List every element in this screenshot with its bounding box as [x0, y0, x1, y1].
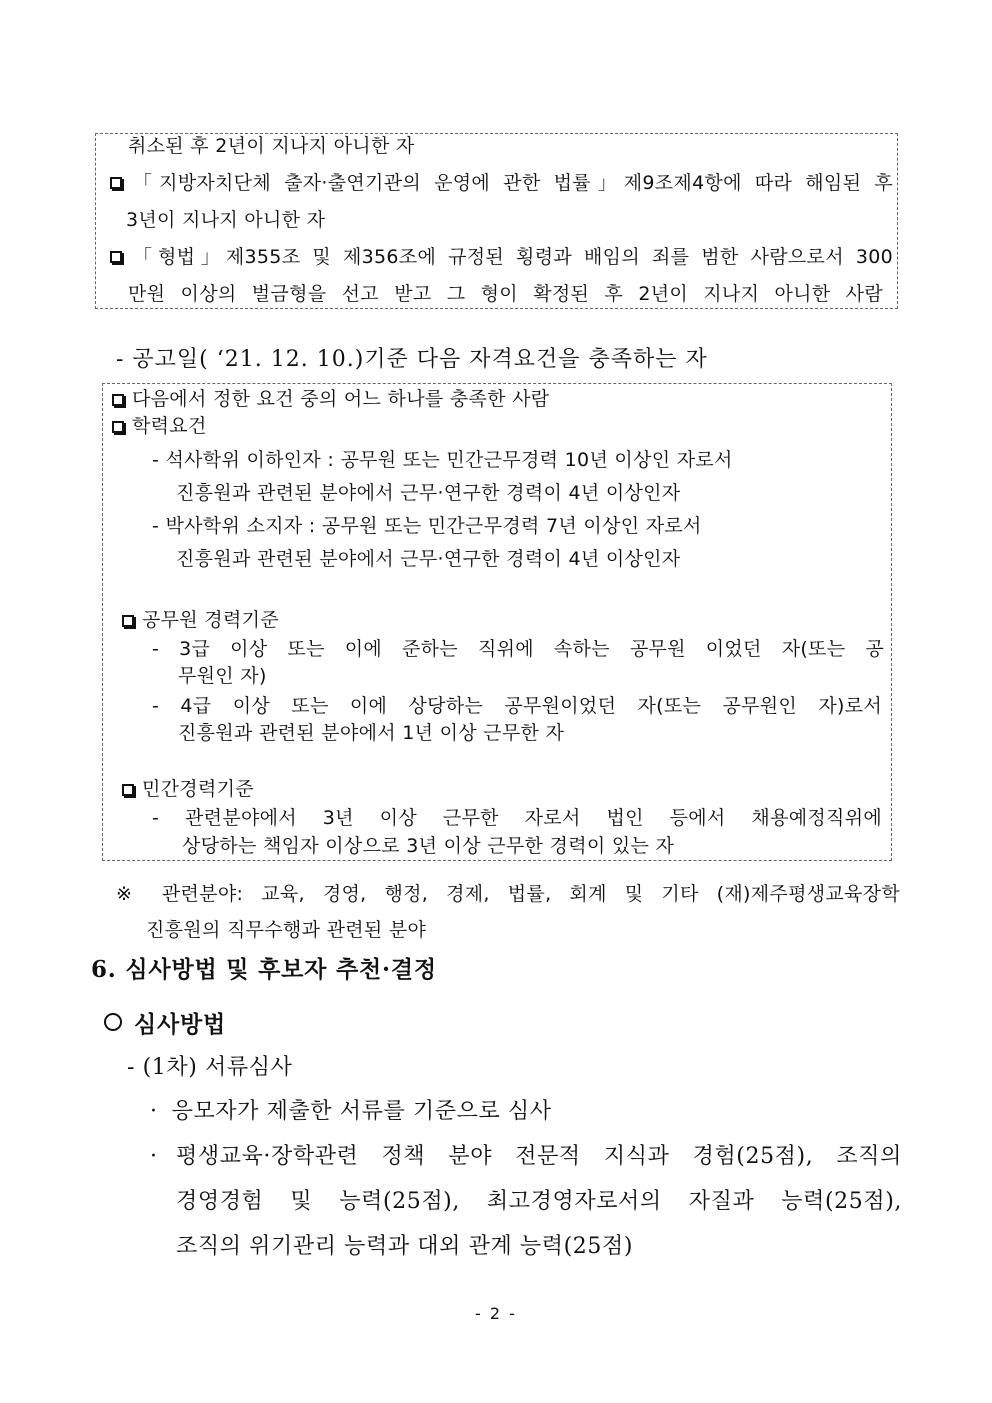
- box1-line1: 취소된 후 2년이 지나지 아니한 자: [128, 135, 415, 157]
- box2-priv1-a-text: - 관련분야에서 3년 이상 근무한 자로서 법인 등에서 채용예정직위에: [152, 807, 882, 829]
- box1-item2: [107, 171, 893, 195]
- bullet2-a: [150, 1143, 902, 1171]
- page-number: - 2 -: [475, 1304, 517, 1323]
- subsection-title: 심사방법: [134, 1011, 227, 1038]
- dot-bullet-icon: ·: [150, 1099, 158, 1124]
- box2-gov1-b: 무원인 자): [178, 665, 267, 687]
- bullet2-c: 조직의 위기관리 능력과 대외 관계 능력(25점): [176, 1234, 634, 1259]
- bullet1-text: 응모자가 제출한 서류를 기준으로 심사: [171, 1099, 552, 1124]
- circle-bullet-icon: [104, 1013, 122, 1031]
- box1-item2-line-b: 3년이 지나지 아니한 자: [126, 209, 326, 231]
- bullet1: [150, 1098, 552, 1126]
- box2-priv-title: [122, 777, 254, 801]
- box1-item3-line-b: [128, 282, 883, 306]
- section-title: 6. 심사방법 및 후보자 추천·결정: [91, 956, 437, 983]
- first-round-line: - (1차) 서류심사: [127, 1055, 293, 1080]
- note-line1: [116, 882, 900, 906]
- box1-item3-line-a: 「형법」제355조 및 제356조에 규정된 횡령과 배임의 죄를 범한 사람으로서 300: [133, 246, 893, 268]
- box2-intro-text: 다음에서 정한 요건 중의 어느 하나를 충족한 사람: [132, 388, 550, 410]
- box2-edu1-b: 진흥원과 관련된 분야에서 근무·연구한 경력이 4년 이상인자: [176, 482, 681, 504]
- box2-edu2-b: 진흥원과 관련된 분야에서 근무·연구한 경력이 4년 이상인자: [176, 548, 681, 570]
- dot-bullet-icon: ·: [150, 1144, 158, 1169]
- box2-gov-title: [122, 608, 279, 632]
- box2-gov1-a-text: - 3급 이상 또는 이에 준하는 직위에 속하는 공무원 이었던 자(또는 공: [152, 638, 884, 660]
- subsection-heading: [104, 1010, 226, 1040]
- box2-gov2-b: 진흥원과 관련된 분야에서 1년 이상 근무한 자: [178, 722, 565, 744]
- box1-item3: [107, 245, 893, 269]
- checkbox-icon: [122, 784, 134, 796]
- box2-gov1-a: [152, 637, 884, 661]
- box2-edu2-a: - 박사학위 소지자 : 공무원 또는 민간근무경력 7년 이상인 자로서: [152, 515, 702, 537]
- checkbox-icon: [112, 394, 124, 406]
- checkbox-icon: [112, 421, 124, 433]
- box1-item2-line-a: 「지방자치단체 출자·출연기관의 운영에 관한 법률」제9조제4항에 따라 해임된 후: [133, 172, 893, 194]
- checkbox-icon: [110, 251, 122, 263]
- bullet2-b: [176, 1188, 902, 1216]
- box2-edu-title-text: 학력요건: [132, 415, 207, 437]
- box2-priv1-a: [152, 806, 882, 830]
- box2-priv1-b: 상당하는 책임자 이상으로 3년 이상 근무한 경력이 있는 자: [182, 835, 675, 857]
- box2-gov2-a-text: - 4급 이상 또는 이에 상당하는 공무원이었던 자(또는 공무원인 자)로서: [152, 695, 882, 717]
- bullet2-b-text: 경영경험 및 능력(25점), 최고경영자로서의 자질과 능력(25점),: [176, 1189, 902, 1214]
- box2-intro: [112, 387, 549, 411]
- note-line1-text: ※ 관련분야: 교육, 경영, 행정, 경제, 법률, 회계 및 기타 (재)제주평생교육장학: [116, 883, 900, 905]
- bullet2-a-text: 평생교육·장학관련 정책 분야 전문적 지식과 경험(25점), 조직의: [176, 1144, 902, 1169]
- box1-item3-line-b-text: 만원 이상의 벌금형을 선고 받고 그 형이 확정된 후 2년이 지나지 아니한 사람: [128, 283, 883, 305]
- checkbox-icon: [122, 615, 134, 627]
- box2-gov-title-text: 공무원 경력기준: [142, 609, 279, 631]
- box2-priv-title-text: 민간경력기준: [142, 778, 254, 800]
- box2-gov2-a: [152, 694, 882, 718]
- box2-edu-title: [112, 414, 207, 438]
- notice-line: - 공고일( ‘21. 12. 10.)기준 다음 자격요건을 충족하는 자: [116, 347, 708, 372]
- checkbox-icon: [110, 177, 122, 189]
- box2-edu1-a: - 석사학위 이하인자 : 공무원 또는 민간근무경력 10년 이상인 자로서: [152, 449, 733, 471]
- note-line2: 진흥원의 직무수행과 관련된 분야: [146, 919, 427, 941]
